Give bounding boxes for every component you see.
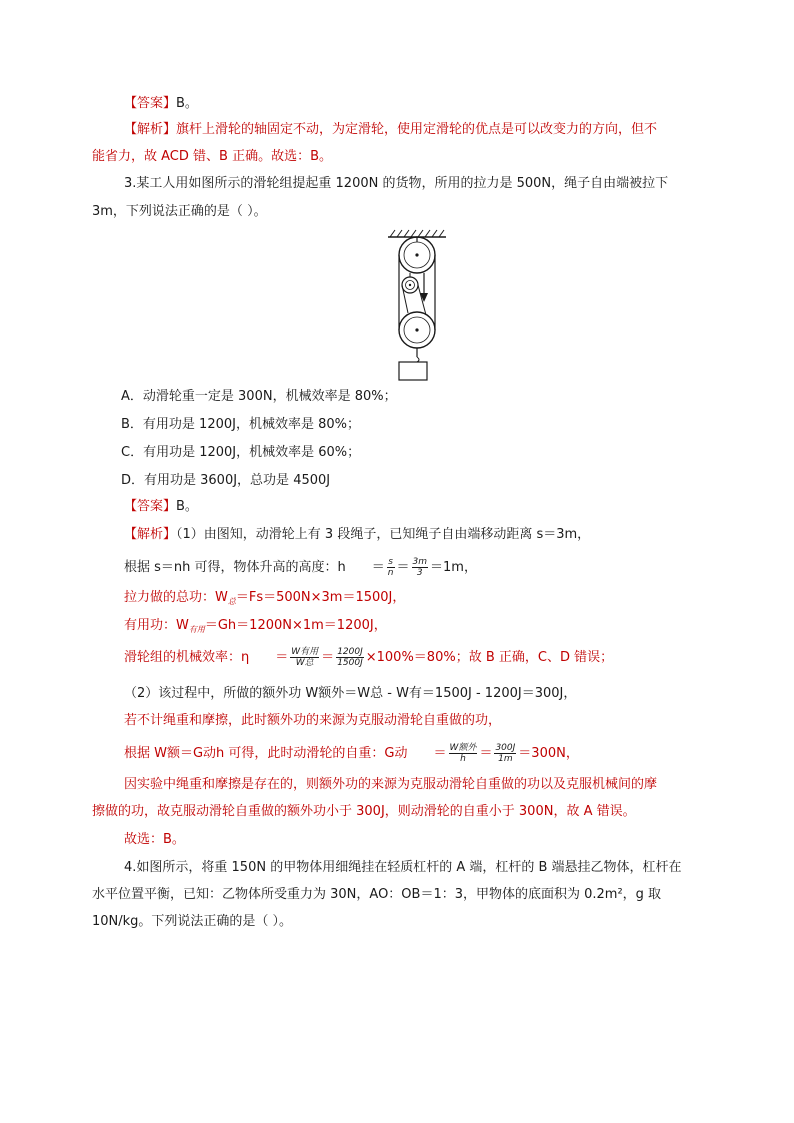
answer-line [124,95,198,113]
analysis-text: 旗杆上滑轮的轴固定不动，为定滑轮，使用定滑轮的优点是可以改变力的方向，但不 [176,122,658,137]
pulley-system-figure [380,225,450,385]
answer-tag: 【答案】 [124,499,177,514]
option-d: D．有用功是 3600J，总功是 4500J [121,473,331,488]
formula-result: ＝1m， [430,560,477,575]
analysis-tag: 【解析】 [124,527,177,542]
analysis-extra-source: 若不计绳重和摩擦，此时额外功的来源为克服动滑轮自重做的功， [124,713,502,728]
question-stem-cont: 3m，下列说法正确的是（ ）。 [92,204,267,219]
option-a: A．动滑轮重一定是 300N，机械效率是 80%； [121,389,397,404]
answer-value: B。 [176,96,198,111]
question-stem-cont: 10N/kg。下列说法正确的是（ ）。 [92,914,293,929]
analysis-text-cont: 能省力，故 ACD 错、B 正确。故选：B。 [92,149,332,164]
question-stem: 3.某工人用如图所示的滑轮组提起重 1200N 的货物，所用的拉力是 500N，绳子自由端被拉下 [124,176,669,191]
analysis-useful-work: 有用功：$W_{有用}=Gh=1200N\times 1m=1200J$， [124,618,387,634]
option-b: B．有用功是 1200J，机械效率是 80%； [121,417,360,432]
fraction: $\frac{\text{W额外}}{h}$ [449,743,477,764]
analysis-pulley-weight: 根据 W额＝G动h 可得，此时动滑轮的自重：G动 ＝ $\frac{\text{W额外}}{h}$ ＝ $\frac{300J}{1m}$ ＝300N， [124,743,579,764]
answer-tag: 【答案】 [124,96,177,111]
fraction: $\frac{3m}{3}$ [412,557,428,578]
analysis-text: （1）由图知，动滑轮上有 3 段绳子，已知绳子自由端移动距离 s＝3m， [176,527,591,542]
analysis-height-formula: 根据 s＝nh 可得，物体升高的高度：h ＝ $\frac{s}{n}$ ＝ $\frac{3m}{3}$ ＝1m， [124,557,477,578]
fraction: $\frac{\text{W有用}}{\text{W总}}$ [291,647,319,668]
answer-line [124,498,198,516]
analysis-tag: 【解析】 [124,122,177,137]
analysis-conclusion: 因实验中绳重和摩擦是存在的，则额外功的来源为克服动滑轮自重做的功以及克服机械间的摩 [124,777,658,792]
analysis-conclusion-cont: 擦做的功，故克服动滑轮自重做的额外功小于 300J，则动滑轮的自重小于 300N，故 A 错误。 [92,804,636,819]
option-c: C．有用功是 1200J，机械效率是 60%； [121,445,361,460]
load-block [399,362,427,380]
analysis-line [124,526,590,544]
analysis-efficiency-formula: 滑轮组的机械效率：η ＝ $\frac{\text{W有用}}{\text{W总}}$ ＝ $\frac{1200J}{1500J}$ ×100%＝80%；故 B 正确，C、D 错误； [124,647,614,668]
analysis-extra-work: （2）该过程中，所做的额外功 W额外＝W总 - W有＝1500J - 1200J＝300J， [124,686,577,701]
fraction: $\frac{s}{n}$ [387,557,394,578]
answer-value: B。 [176,499,198,514]
analysis-choice: 故选：B。 [124,832,185,847]
fraction: $\frac{300J}{1m}$ [495,743,516,764]
question-stem-cont: 水平位置平衡，已知：乙物体所受重力为 30N，AO：OB＝1：3，甲物体的底面积为 0.2m²，g 取 [92,887,662,902]
analysis-total-work: 拉力做的总功：$W_总=Fs=500N\times 3m=1500J$， [124,590,406,606]
formula-prefix: 根据 s＝nh 可得，物体升高的高度：h [124,560,346,575]
analysis-line [124,121,657,139]
question-stem: 4.如图所示，将重 150N 的甲物体用细绳挂在轻质杠杆的 A 端，杠杆的 B 端悬挂乙物体，杠杆在 [124,860,682,875]
fraction: $\frac{1200J}{1500J}$ [337,647,363,668]
